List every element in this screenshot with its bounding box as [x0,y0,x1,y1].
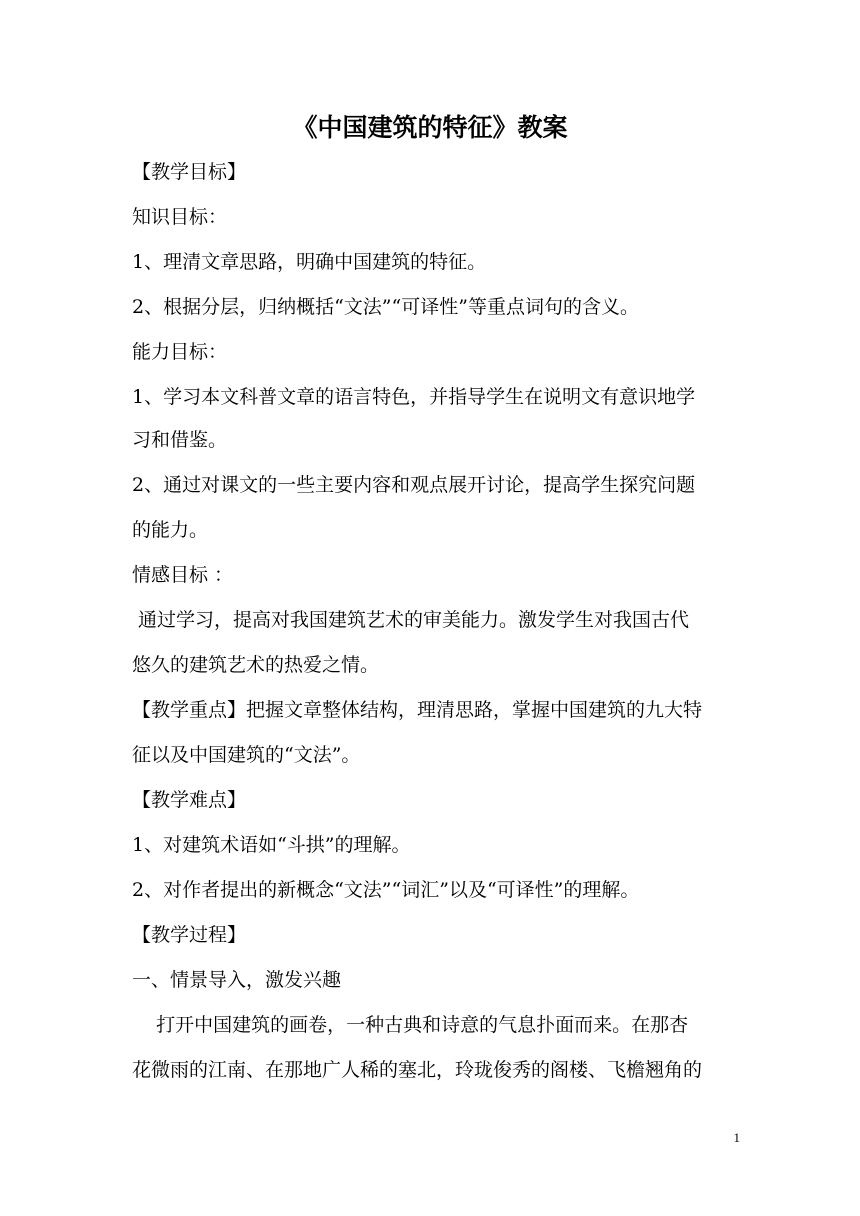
body-line: 2、对作者提出的新概念“文法”“词汇”以及“可译性”的理解。 [132,879,640,901]
body-line: 1、理清文章思路，明确中国建筑的特征。 [132,251,487,273]
body-line: 2、根据分层，归纳概括“文法”“可译性”等重点词句的含义。 [132,296,639,318]
body-line: 征以及中国建筑的“文法”。 [132,744,361,766]
subheading-ability-objectives: 能力目标： [132,341,228,363]
body-line-teaching-focus: 【教学重点】把握文章整体结构，理清思路，掌握中国建筑的九大特 [132,699,703,721]
subheading-introduction: 一、情景导入，激发兴趣 [132,969,342,991]
body-line: 悠久的建筑艺术的热爱之情。 [132,654,380,676]
body-line: 花微雨的江南、在那地广人稀的塞北，玲珑俊秀的阁楼、飞檐翘角的 [132,1059,703,1081]
body-line: 1、对建筑术语如“斗拱”的理解。 [132,834,411,856]
section-heading-teaching-process: 【教学过程】 [132,924,247,946]
body-line: 习和借鉴。 [132,429,228,451]
body-line: 的能力。 [132,519,209,541]
section-heading-teaching-difficulties: 【教学难点】 [132,789,247,811]
page-number: 1 [733,1130,740,1145]
body-line: 通过学习，提高对我国建筑艺术的审美能力。激发学生对我国古代 [132,609,690,631]
section-heading-teaching-objectives: 【教学目标】 [132,161,247,183]
body-line: 打开中国建筑的画卷，一种古典和诗意的气息扑面而来。在那杏 [132,1014,689,1036]
document-title: 《中国建筑的特征》教案 [292,113,568,142]
subheading-emotional-objectives: 情感目标 ： [132,564,234,586]
body-line: 1、学习本文科普文章的语言特色，并指导学生在说明文有意识地学 [132,386,696,408]
subheading-knowledge-objectives: 知识目标： [132,206,228,228]
body-line: 2、通过对课文的一些主要内容和观点展开讨论，提高学生探究问题 [132,474,696,496]
